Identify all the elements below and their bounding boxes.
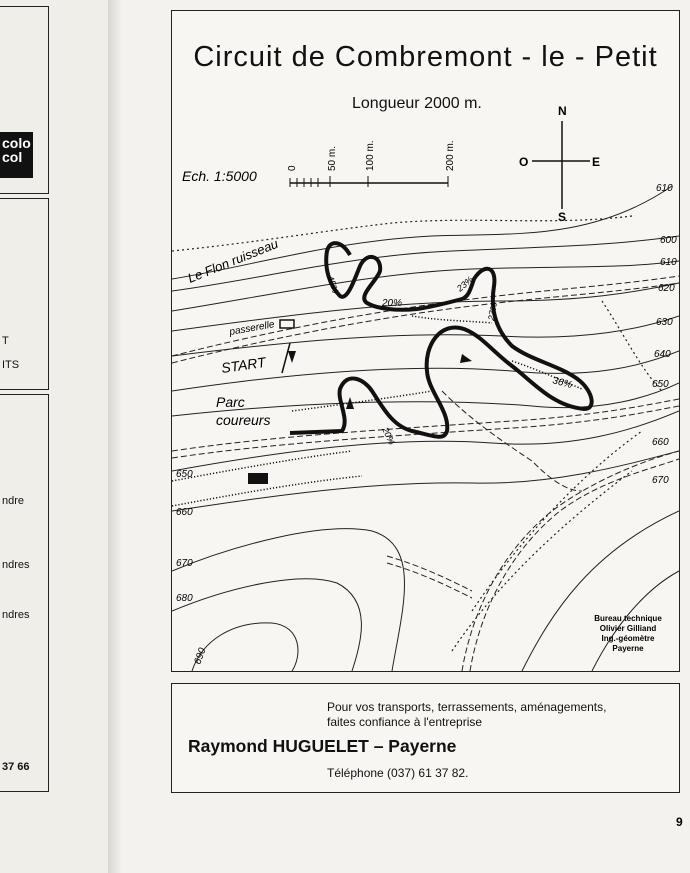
- stream-label: Le Flon ruisseau: [185, 235, 281, 286]
- paddock-label-2: coureurs: [216, 412, 271, 428]
- contour-label: 610: [660, 257, 677, 268]
- contour-label: 680: [176, 593, 193, 604]
- svg-text:Olivier Gilliand: Olivier Gilliand: [599, 624, 657, 633]
- ad-line-1: Pour vos transports, terrassements, aménagements,: [327, 700, 607, 714]
- paddock-label-1: Parc: [216, 394, 245, 410]
- gradient-label: 23%: [454, 274, 476, 294]
- logo: colo col: [0, 132, 33, 178]
- side-text: ndre: [2, 495, 25, 507]
- contour-label: 670: [652, 475, 669, 486]
- contour-label: 600: [660, 235, 677, 246]
- scale-tick: 50 m.: [327, 145, 338, 171]
- ad-company: Raymond HUGUELET – Payerne: [188, 736, 457, 756]
- contour-label: 610: [656, 183, 673, 194]
- contour-label: 660: [652, 437, 669, 448]
- contour-label: 640: [654, 349, 671, 360]
- direction-arrow: [288, 351, 296, 363]
- contour-label: 690: [192, 646, 209, 667]
- footbridge-label: passerelle: [228, 319, 276, 338]
- svg-text:Payerne: Payerne: [612, 644, 644, 653]
- side-text: T: [2, 335, 9, 347]
- compass-south: S: [558, 210, 567, 224]
- left-page-box-bottom: [0, 394, 49, 792]
- contour-label: 650: [652, 379, 669, 390]
- gradient-label: 27%: [486, 301, 500, 322]
- ad-phone: Téléphone (037) 61 37 82.: [327, 766, 469, 780]
- scale-label: Ech. 1:5000: [182, 168, 257, 184]
- compass-north: N: [558, 104, 567, 118]
- advertisement: [171, 683, 680, 793]
- svg-text:Bureau technique: Bureau technique: [594, 614, 662, 623]
- map-title: Circuit de Combremont - le - Petit: [193, 41, 658, 73]
- scale-bar: [182, 140, 456, 187]
- side-text: ndres: [2, 609, 30, 621]
- surveyor-credit: [594, 614, 662, 653]
- race-track: [290, 243, 592, 437]
- slopes: [172, 316, 582, 506]
- start-label: START: [220, 353, 267, 376]
- side-text: ITS: [2, 359, 20, 371]
- svg-text:Ing.-géomètre: Ing.-géomètre: [601, 634, 655, 643]
- circuit-length: Longueur 2000 m.: [352, 95, 482, 112]
- scale-tick: 100 m.: [365, 140, 376, 171]
- compass-rose: [519, 104, 600, 224]
- contour-label: 620: [658, 283, 675, 294]
- direction-arrow: [460, 354, 472, 363]
- contour-label: 650: [176, 469, 193, 480]
- side-text: ndres: [2, 559, 30, 571]
- scale-tick: 0: [287, 165, 298, 171]
- left-page-edge: [0, 0, 109, 873]
- gradient-label: 20%: [380, 425, 397, 447]
- contour-label: 660: [176, 507, 193, 518]
- map-drawing: [172, 11, 679, 671]
- paddock-marker: [248, 473, 268, 484]
- gradient-label: 36%: [551, 375, 574, 392]
- side-text: 37 66: [2, 761, 30, 773]
- contour-label: 630: [656, 317, 673, 328]
- left-page-box-middle: [0, 198, 49, 390]
- compass-east: E: [592, 155, 601, 169]
- gradient-label: 45%: [325, 274, 341, 295]
- page-number: 9: [676, 815, 683, 829]
- ad-line-2: faites confiance à l'entreprise: [327, 715, 483, 729]
- gradient-label: 20%: [382, 298, 403, 309]
- page-gutter: [108, 0, 122, 873]
- scale-tick: 200 m.: [445, 140, 456, 171]
- compass-west: O: [519, 155, 529, 169]
- contour-label: 670: [176, 558, 193, 569]
- circuit-map: [171, 10, 680, 672]
